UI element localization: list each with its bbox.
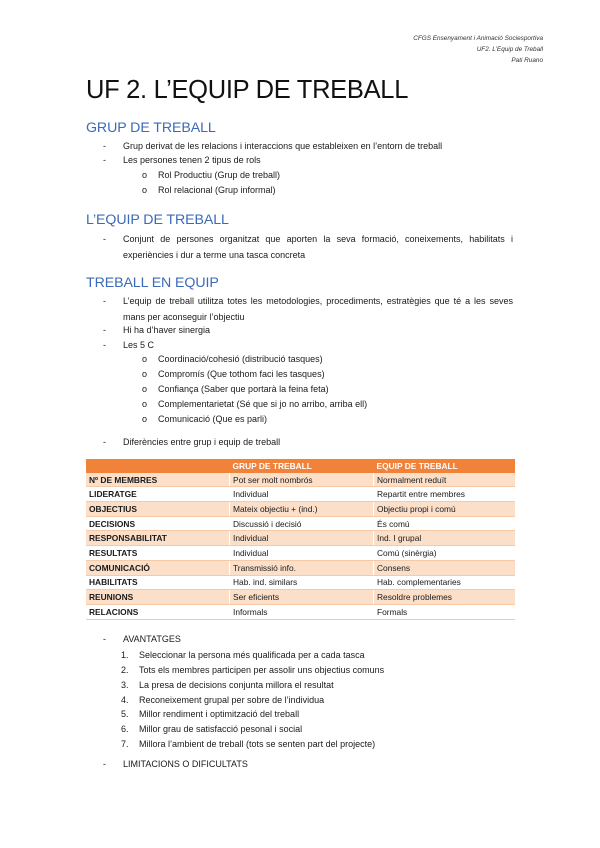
- list-item-text: L’equip de treball utilitza totes les metodologies, procediments, estratègies que té a les seves mans per aconseguir l’objectiu: [123, 296, 513, 322]
- table-cell: Transmissió info.: [230, 560, 374, 575]
- table-header-cell: GRUP DE TREBALL: [230, 459, 374, 473]
- dash-marker: -: [103, 234, 106, 244]
- circle-marker: o: [142, 354, 148, 364]
- page-title: UF 2. L’EQUIP DE TREBALL: [86, 76, 409, 104]
- table-row-header: COMUNICACIÓ: [86, 560, 230, 575]
- table-header-row: [86, 459, 515, 473]
- list-number: 7.: [121, 739, 129, 750]
- table-cell: Individual: [230, 531, 374, 546]
- list-number: 2.: [121, 664, 129, 675]
- sub-list-item-text: Rol relacional (Grup informal): [158, 185, 276, 195]
- table-cell: Ind. I grupal: [374, 531, 516, 546]
- circle-marker: o: [142, 369, 148, 379]
- section-heading-treball-equip: TREBALL EN EQUIP: [86, 275, 219, 291]
- table-cell: Informals: [230, 604, 374, 619]
- table-cell: Ser eficients: [230, 590, 374, 605]
- numbered-list-item-text: Reconeixement grupal per sobre de l’individua: [139, 694, 325, 705]
- sub-list-item-text: Rol Productiu (Grup de treball): [158, 170, 281, 180]
- list-item-text: Diferències entre grup i equip de treball: [123, 437, 281, 447]
- table-row: [86, 604, 515, 619]
- table-cell: Objectiu propi i comú: [374, 502, 516, 517]
- list-item-text: Les 5 C: [123, 340, 155, 350]
- numbered-list-item-text: La presa de decisions conjunta millora el resultat: [139, 679, 334, 690]
- table-row: [86, 502, 515, 517]
- table-row-header: DECISIONS: [86, 516, 230, 531]
- table-cell: Comú (sinèrgia): [374, 546, 516, 561]
- table-cell: Pot ser molt nombrós: [230, 473, 374, 487]
- table-cell: Resoldre problemes: [374, 590, 516, 605]
- table-row-header: RELACIONS: [86, 604, 230, 619]
- table-row: [86, 590, 515, 605]
- comparison-table: [86, 459, 515, 620]
- table-cell: Mateix objectiu + (ind.): [230, 502, 374, 517]
- table-row-header: Nº DE MEMBRES: [86, 473, 230, 487]
- section-heading-equip: L’EQUIP DE TREBALL: [86, 212, 229, 228]
- table-row: [86, 531, 515, 546]
- table-cell: Discussió i decisió: [230, 516, 374, 531]
- circle-marker: o: [142, 414, 148, 424]
- table-header-cell: [86, 459, 230, 473]
- table-row-header: OBJECTIUS: [86, 502, 230, 517]
- table-row: [86, 487, 515, 502]
- circle-marker: o: [142, 170, 148, 180]
- table-row: [86, 473, 515, 487]
- list-item-text: Hi ha d’haver sinergia: [123, 325, 211, 335]
- header-line: UF2. L’Equip de Treball: [476, 46, 543, 53]
- numbered-list-item-text: Millor rendiment i optimització del treball: [139, 709, 300, 720]
- table-row: [86, 546, 515, 561]
- sub-list-item-text: Comunicació (Que es parli): [158, 414, 268, 424]
- table-row: [86, 575, 515, 590]
- table-cell: Repartit entre membres: [374, 487, 516, 502]
- table-row-header: LIDERATGE: [86, 487, 230, 502]
- list-number: 3.: [121, 679, 129, 690]
- list-number: 1.: [121, 650, 129, 660]
- limitacions-heading: LIMITACIONS O DIFICULTATS: [123, 759, 248, 769]
- table-row: [86, 516, 515, 531]
- page-header: [413, 33, 543, 66]
- list-item-text: Les persones tenen 2 tipus de rols: [123, 155, 261, 165]
- sub-list-item-text: Complementarietat (Sé que si jo no arribo, arriba ell): [158, 399, 368, 409]
- sub-list-item-text: Coordinació/cohesió (distribució tasques): [158, 354, 323, 364]
- numbered-list-item-text: Tots els membres participen per assolir uns objectius comuns: [139, 664, 385, 675]
- dash-marker: -: [103, 634, 106, 644]
- numbered-list-item-text: Seleccionar la persona més qualificada per a cada tasca: [139, 650, 365, 660]
- table-cell: És comú: [374, 516, 516, 531]
- dash-marker: -: [103, 325, 106, 335]
- table-row-header: HABILITATS: [86, 575, 230, 590]
- sub-list-item-text: Confiança (Saber que portarà la feina feta): [158, 384, 329, 394]
- list-item-text: Conjunt de persones organitzat que aporten la seva formació, coneixements, habilitats i experiències i dur a terme una tasca concreta: [123, 234, 513, 260]
- table-cell: Individual: [230, 487, 374, 502]
- list-number: 5.: [121, 709, 129, 720]
- table-cell: Individual: [230, 546, 374, 561]
- table-cell: Formals: [374, 604, 516, 619]
- dash-marker: -: [103, 155, 106, 165]
- list-number: 6.: [121, 724, 129, 735]
- table-row-header: REUNIONS: [86, 590, 230, 605]
- numbered-list-item-text: Millor grau de satisfacció pesonal i social: [139, 724, 303, 735]
- table-cell: Hab. ind. similars: [230, 575, 374, 590]
- sub-list-item-text: Compromís (Que tothom faci les tasques): [158, 369, 325, 379]
- dash-marker: -: [103, 141, 106, 151]
- header-line: Pati Ruano: [511, 57, 543, 64]
- circle-marker: o: [142, 384, 148, 394]
- avantatges-heading: AVANTATGES: [123, 634, 181, 644]
- header-line: CFGS Ensenyament i Animació Sociesportiva: [413, 35, 543, 42]
- table-row: [86, 560, 515, 575]
- table-cell: Hab. complementaries: [374, 575, 516, 590]
- section-heading-grup: GRUP DE TREBALL: [86, 120, 216, 136]
- list-number: 4.: [121, 694, 129, 705]
- dash-marker: -: [103, 759, 106, 769]
- table-cell: Normalment reduït: [374, 473, 516, 487]
- numbered-list-item-text: Millora l’ambient de treball (tots se senten part del projecte): [139, 739, 376, 750]
- dash-marker: -: [103, 340, 106, 350]
- table-row-header: RESULTATS: [86, 546, 230, 561]
- dash-marker: -: [103, 296, 106, 306]
- circle-marker: o: [142, 185, 148, 195]
- list-item-text: Grup derivat de les relacions i interaccions que estableixen en l’entorn de treball: [123, 141, 443, 151]
- circle-marker: o: [142, 399, 148, 409]
- table-row-header: RESPONSABILITAT: [86, 531, 230, 546]
- table-cell: Consens: [374, 560, 516, 575]
- table-header-cell: EQUIP DE TREBALL: [374, 459, 516, 473]
- dash-marker: -: [103, 437, 106, 447]
